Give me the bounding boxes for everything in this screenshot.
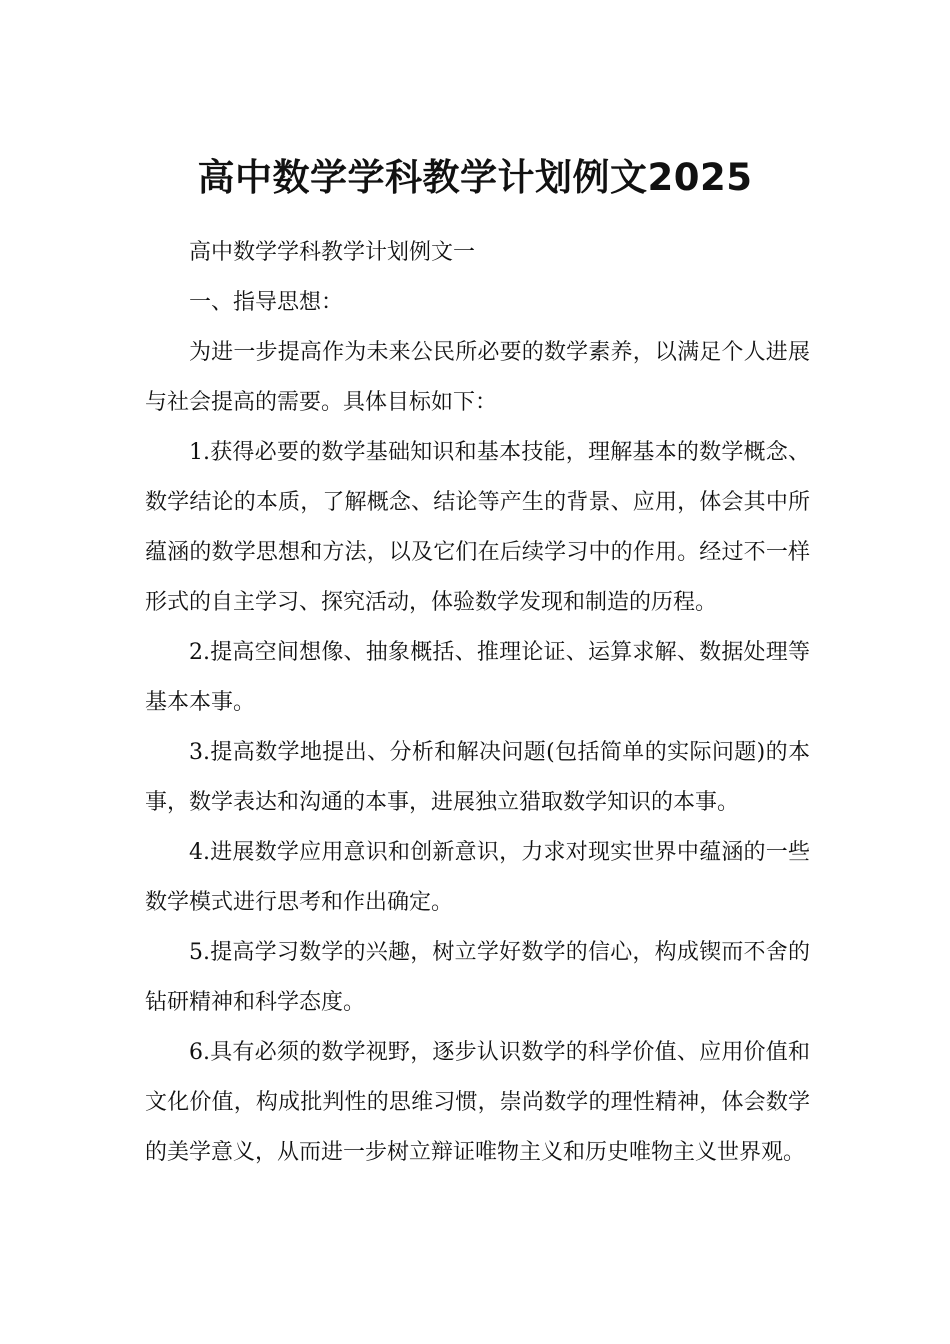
subsection-heading: 一、指导思想： xyxy=(189,290,344,315)
section-heading: 高中数学学科教学计划例文一 xyxy=(189,240,476,265)
paragraph-intro: 为进一步提高作为未来公民所必要的数学素养，以满足个人进展与社会提高的需要。具体目标如下： xyxy=(145,340,810,415)
document-body xyxy=(145,228,810,1178)
document-title: 高中数学学科教学计划例文2025 xyxy=(197,155,753,199)
paragraph-item-2: 2.提高空间想像、抽象概括、推理论证、运算求解、数据处理等基本本事。 xyxy=(145,640,810,715)
paragraph-item-3: 3.提高数学地提出、分析和解决问题(包括简单的实际问题)的本事，数学表达和沟通的本事，进展独立猎取数学知识的本事。 xyxy=(145,740,810,815)
paragraph-item-6: 6.具有必须的数学视野，逐步认识数学的科学价值、应用价值和文化价值，构成批判性的思维习惯，崇尚数学的理性精神，体会数学的美学意义，从而进一步树立辩证唯物主义和历史唯物主义世界观。 xyxy=(145,1040,810,1165)
paragraph-item-5: 5.提高学习数学的兴趣，树立学好数学的信心，构成锲而不舍的钻研精神和科学态度。 xyxy=(145,940,810,1015)
paragraph-item-1: 1.获得必要的数学基础知识和基本技能，理解基本的数学概念、数学结论的本质，了解概念、结论等产生的背景、应用，体会其中所蕴涵的数学思想和方法，以及它们在后续学习中的作用。经过不一样形式的自主学习、探究活动，体验数学发现和制造的历程。 xyxy=(145,440,810,615)
paragraph-item-4: 4.进展数学应用意识和创新意识，力求对现实世界中蕴涵的一些数学模式进行思考和作出确定。 xyxy=(145,840,810,915)
